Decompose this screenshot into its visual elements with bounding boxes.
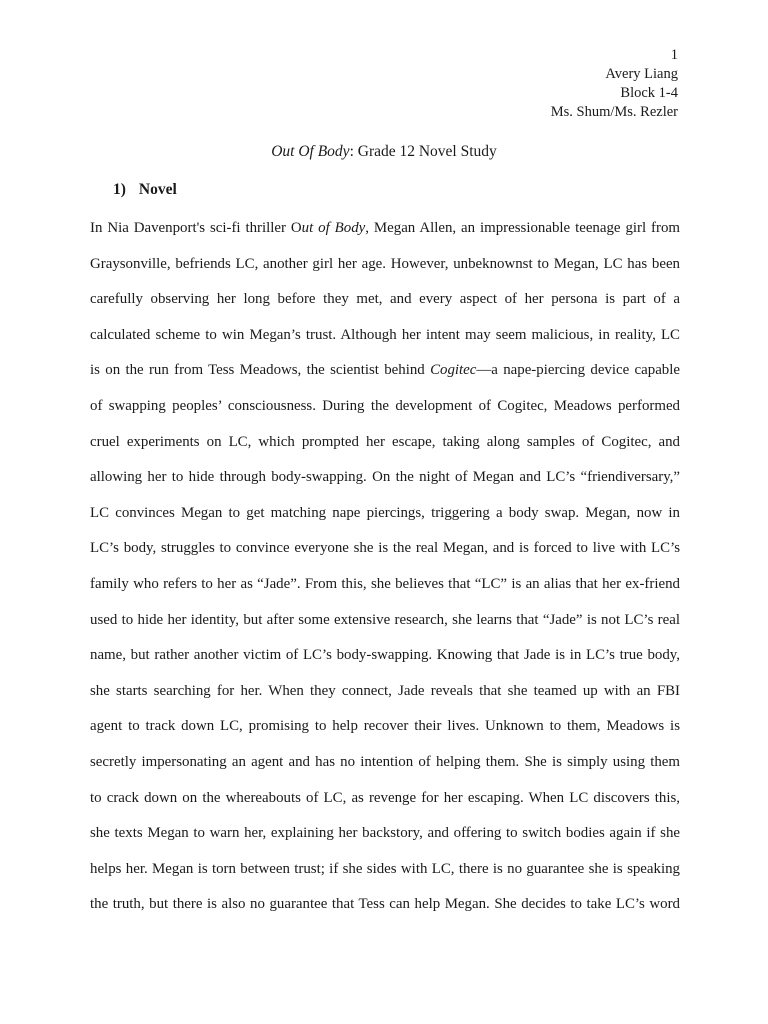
body-line (90, 358, 680, 394)
body-line: calculated scheme to win Megan’s trust. Although her intent may seem malicious, in reality, LC (90, 326, 680, 343)
body-line: used to hide her identity, but after some extensive research, she learns that “Jade” is not LC’s real (90, 611, 680, 628)
body-text-segment: , Megan Allen, an impressionable teenage girl from (365, 220, 680, 236)
body-line: secretly impersonating an agent and has no intention of helping them. She is simply using them (90, 753, 680, 770)
document-title (0, 142, 768, 162)
section-label: Novel (138, 181, 177, 198)
body-line: the truth, but there is also no guarantee that Tess can help Megan. She decides to take LC’s word (90, 896, 680, 913)
body-text-segment: In Nia Davenport's sci-fi thriller O (90, 220, 302, 236)
title-suffix: : Grade 12 Novel Study (349, 143, 497, 160)
body-text-segment: —a nape-piercing device capable (476, 362, 680, 379)
body-line: she starts searching for her. When they connect, Jade reveals that she teamed up with an FBI (90, 682, 680, 699)
body-line: LC convinces Megan to get matching nape piercings, triggering a body swap. Megan, now in (90, 504, 680, 521)
section-heading (113, 180, 177, 200)
body-line: family who refers to her as “Jade”. From this, she believes that “LC” is an alias that her ex-friend (90, 575, 680, 592)
body-line: name, but rather another victim of LC’s body-swapping. Knowing that Jade is in LC’s true body, (90, 647, 680, 664)
teacher-names: Ms. Shum/Ms. Rezler (550, 104, 678, 120)
body-line: carefully observing her long before they met, and every aspect of her persona is part of a (90, 291, 680, 308)
body-line: Graysonville, befriends LC, another girl her age. However, unbeknownst to Megan, LC has been (90, 255, 680, 272)
body-line (90, 216, 680, 252)
device-name-italic: Cogitec (430, 362, 477, 379)
body-line: agent to track down LC, promising to help recover their lives. Unknown to them, Meadows is (90, 718, 680, 735)
body-text-segment: is on the run from Tess Meadows, the scientist behind (90, 362, 431, 379)
title-book-name: Out Of Body (271, 143, 350, 160)
book-title-italic: ut of Body (301, 220, 366, 236)
section-number: 1) (113, 181, 126, 198)
body-line: cruel experiments on LC, which prompted her escape, taking along samples of Cogitec, and (90, 433, 680, 450)
body-line: allowing her to hide through body-swapping. On the night of Megan and LC’s “friendiversary,” (90, 469, 680, 486)
body-line: she texts Megan to warn her, explaining her backstory, and offering to switch bodies again if she (90, 825, 680, 842)
body-line: helps her. Megan is torn between trust; if she sides with LC, there is no guarantee she is speaking (90, 860, 680, 877)
class-block: Block 1-4 (620, 85, 678, 101)
page-number: 1 (670, 47, 678, 63)
page-header (551, 46, 678, 122)
author-name: Avery Liang (605, 66, 678, 82)
body-line: to crack down on the whereabouts of LC, as revenge for her escaping. When LC discovers this, (90, 789, 680, 806)
body-line: LC’s body, struggles to convince everyone she is the real Megan, and is forced to live with LC’s (90, 540, 680, 557)
body-paragraph (90, 216, 680, 928)
body-line: of swapping peoples’ consciousness. During the development of Cogitec, Meadows performed (90, 397, 680, 414)
